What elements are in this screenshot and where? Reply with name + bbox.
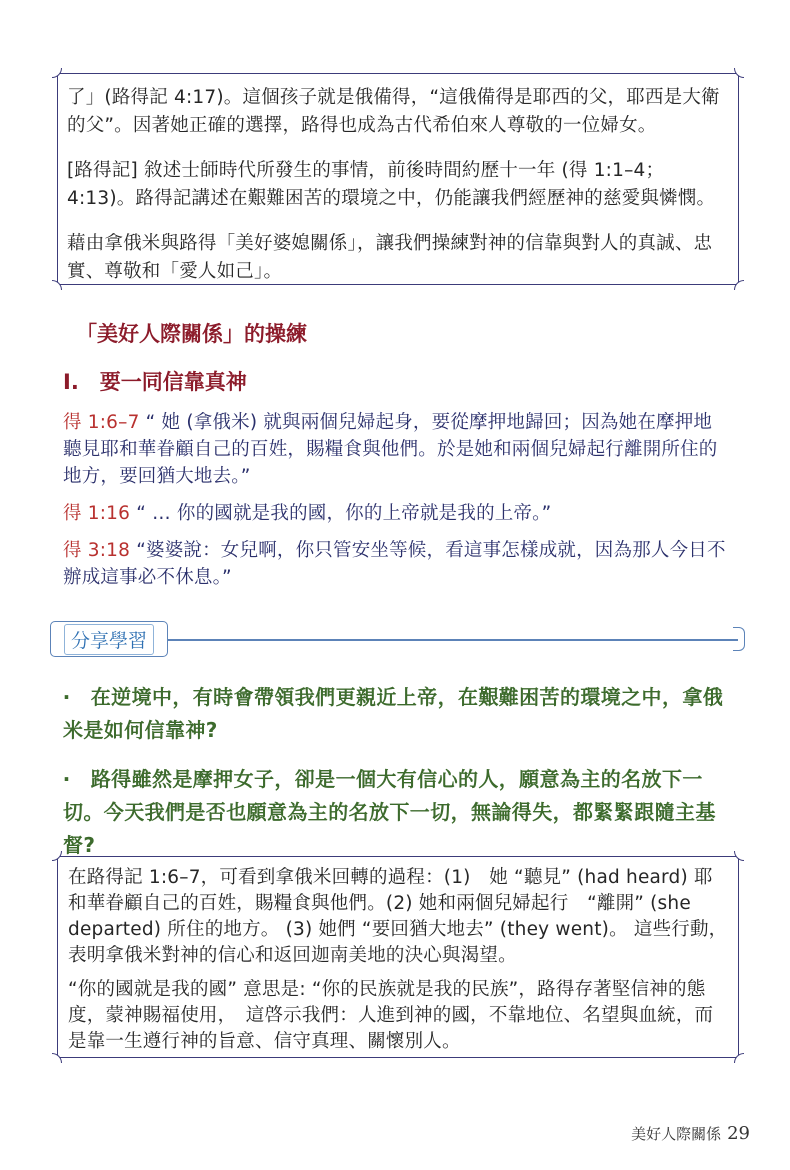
paragraph: 了」(路得記 4:17)。這個孩子就是俄備得，“這俄備得是耶西的父，耶西是大衛的父”。因著她正確的選擇，路得也成為古代希伯來人尊敬的一位婦女。 [67,87,720,136]
divider-end [733,627,745,651]
sub-title: I. 要一同信靠真神 [63,370,247,394]
frame-corner [52,1053,62,1063]
verse-reference: 得 1:16 [63,503,131,524]
verse [63,500,727,527]
intro-box [57,73,739,285]
paragraph: 在路得記 1:6–7，可看到拿俄米回轉的過程：(1) 她 “聽見” (had heard) 耶和華眷顧自己的百姓，賜糧食與他們。(2) 她和兩個兒婦起行 “離開” (she departed) 所住的地方。 (3) 她們 “要回猶大地去” (they went)。 這些行動，表明拿俄米對神的信心和返回迦南美地的決心與渴望。 [68,867,728,966]
verse [63,409,727,490]
question: ‧ 路得雖然是摩押女子，卻是一個大有信心的人，願意為主的名放下一切。今天我們是否也願意為主的名放下一切，無論得失，都緊緊跟隨主基督? [63,767,716,857]
page-footer [631,1123,750,1144]
verse-reference: 得 1:6–7 [63,412,140,433]
divider [168,639,738,641]
paragraph: [路得記] 敘述士師時代所發生的事情，前後時間約歷十一年 (得 1:1–4；4:13)。路得記講述在艱難困苦的環境之中，仍能讓我們經歷神的慈愛與憐憫。 [67,160,716,209]
verse-text: “婆婆說：女兒啊，你只管安坐等候，看這事怎樣成就，因為那人今日不辦成這事必不休息。” [63,540,726,588]
share-learning-label [50,621,168,657]
frame-corner [734,280,744,290]
footer-title: 美好人際關係 [631,1125,722,1143]
frame-corner [734,1053,744,1063]
paragraph: “你的國就是我的國” 意思是: “你的民族就是我的民族”，路得存著堅信神的態度，蒙神賜福使用， 這啓示我們：人進到神的國，不靠地位、名望與血統，而是靠一生遵行神的旨意、信守真理、關懷別人。 [68,979,714,1052]
paragraph: 藉由拿俄米與路得「美好婆媳關係」，讓我們操練對神的信靠與對人的真誠、忠實、尊敬和「愛人如己」。 [67,233,713,282]
verse [63,537,727,591]
intro-box-text [67,84,728,286]
share-learning-text: 分享學習 [64,624,154,655]
question: ‧ 在逆境中，有時會帶領我們更親近上帝，在艱難困苦的環境之中，拿俄米是如何信靠神? [63,685,724,742]
frame-corner [52,280,62,290]
frame-corner [52,851,62,861]
commentary-box-text [68,865,728,1055]
frame-corner [734,68,744,78]
scripture-verses [63,409,727,601]
verse-reference: 得 3:18 [63,540,131,561]
verse-text: “ … 你的國就是我的國，你的上帝就是我的上帝。” [136,503,552,524]
discussion-questions [63,681,731,878]
commentary-box [57,856,739,1058]
verse-text: “ 她 (拿俄米) 就與兩個兒婦起身，要從摩押地歸回；因為她在摩押地聽見耶和華眷顧自己的百姓，賜糧食與他們。於是她和兩個兒婦起行離開所住的地方，要回猶大地去。” [63,412,718,487]
frame-corner [734,851,744,861]
page-number: 29 [727,1123,750,1144]
section-title: 「美好人際關係」的操練 [76,322,307,346]
frame-corner [52,68,62,78]
